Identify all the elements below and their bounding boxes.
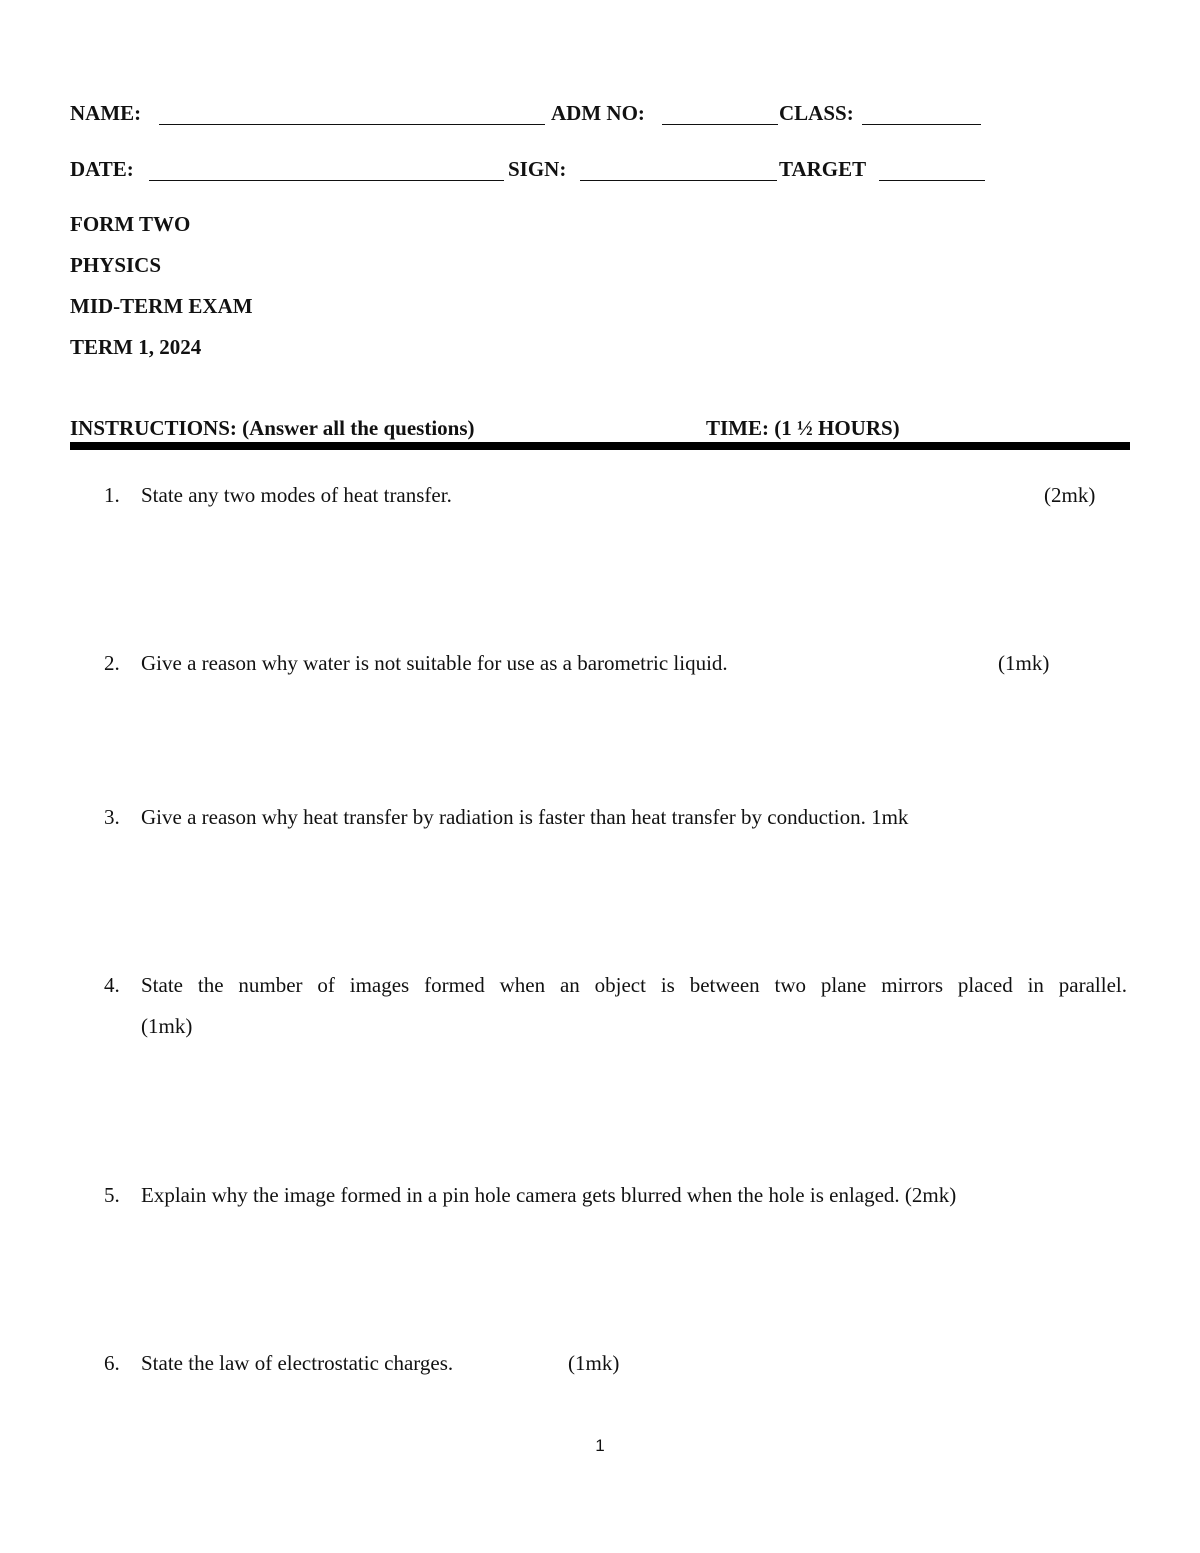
sign-blank-field (580, 180, 777, 181)
question-marks: (1mk) (568, 1351, 620, 1375)
header-divider (70, 442, 1130, 450)
subject-label: PHYSICS (70, 253, 162, 277)
exam-title: MID-TERM EXAM (70, 294, 253, 318)
sign-label: SIGN: (508, 157, 567, 181)
question-number: 6. (104, 1351, 120, 1375)
target-label: TARGET (779, 157, 867, 181)
question-number: 4. (104, 973, 120, 997)
class-blank-field (862, 124, 981, 125)
form-label: FORM TWO (70, 212, 191, 236)
question-text: Explain why the image formed in a pin hole camera gets blurred when the hole is enlaged. (2mk) (141, 1183, 957, 1207)
page-number: 1 (595, 1436, 605, 1455)
question-text: State the number of images formed when an object is between two plane mirrors placed in parallel. (141, 973, 1127, 997)
term-label: TERM 1, 2024 (70, 335, 202, 359)
question-text: Give a reason why heat transfer by radiation is faster than heat transfer by conduction. 1mk (141, 805, 909, 829)
question-marks: (1mk) (998, 651, 1050, 675)
date-label: DATE: (70, 157, 134, 181)
question-text: State the law of electrostatic charges. (141, 1351, 454, 1375)
target-blank-field (879, 180, 985, 181)
time-allowed: TIME: (1 ½ HOURS) (706, 416, 900, 440)
date-blank-field (149, 180, 504, 181)
adm-no-label: ADM NO: (551, 101, 645, 125)
question-marks: (1mk) (141, 1014, 193, 1038)
question-marks: (2mk) (1044, 483, 1096, 507)
question-text: State any two modes of heat transfer. (141, 483, 452, 507)
class-label: CLASS: (779, 101, 854, 125)
instructions-text: INSTRUCTIONS: (Answer all the questions) (70, 416, 475, 440)
question-text: Give a reason why water is not suitable for use as a barometric liquid. (141, 651, 728, 675)
adm-no-blank-field (662, 124, 778, 125)
question-number: 5. (104, 1183, 120, 1207)
name-label: NAME: (70, 101, 142, 125)
question-number: 3. (104, 805, 120, 829)
name-blank-field (159, 124, 545, 125)
question-number: 1. (104, 483, 120, 507)
question-number: 2. (104, 651, 120, 675)
